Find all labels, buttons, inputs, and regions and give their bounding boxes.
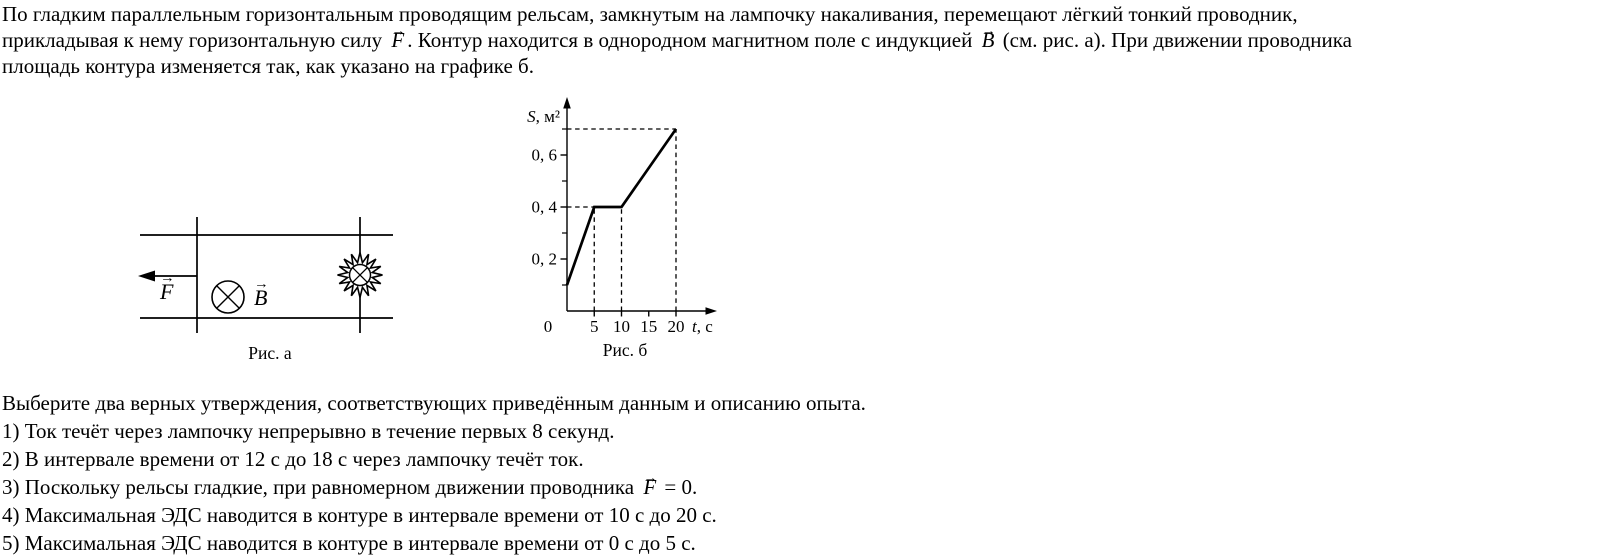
text-line: По гладким параллельным горизонтальным проводящим рельсам, замкнутым на лампочку накаливания, перемещают лёгкий тонкий проводник, <box>2 2 1298 26</box>
x-axis-arrow <box>706 307 718 315</box>
vector-symbol: F → <box>391 27 404 53</box>
x-tick-label: 5 <box>590 317 599 336</box>
figure-a-caption: Рис. а <box>248 343 292 363</box>
text-line: 3) Поскольку рельсы гладкие, при равномерном движении проводника F → = 0. <box>2 473 1598 501</box>
text-line: площадь контура изменяется так, как указано на графике б. <box>2 54 534 78</box>
question-block <box>2 389 1598 556</box>
x-axis-label: t, с <box>692 317 713 336</box>
x-tick-label: 15 <box>640 317 658 336</box>
y-tick-label: 0, 4 <box>531 197 557 217</box>
vector-symbol: B → <box>982 27 995 53</box>
text-line: 2) В интервале времени от 12 с до 18 с через лампочку течёт ток. <box>2 447 584 471</box>
y-axis-arrow <box>563 97 571 109</box>
x-tick-label: 0 <box>543 317 553 336</box>
text-line: прикладывая к нему горизонтальную силу F → . Контур находится в однородном магнитном поле с индукцией B → (см. рис. а). При движении проводника <box>2 27 1598 53</box>
force-vector-label: F → <box>160 279 173 305</box>
text-line: 5) Максимальная ЭДС наводится в контуре в интервале времени от 0 с до 5 с. <box>2 531 696 555</box>
y-tick-label: 0, 6 <box>531 145 557 165</box>
text-line: 1) Ток течёт через лампочку непрерывно в течение первых 8 секунд. <box>2 419 615 443</box>
text-line: Выберите два верных утверждения, соответствующих приведённым данным и описанию опыта. <box>2 391 866 415</box>
figure-b-caption: Рис. б <box>602 340 648 360</box>
problem-statement <box>2 1 1598 79</box>
force-arrow-head <box>138 271 155 282</box>
x-tick-label: 10 <box>613 317 630 336</box>
x-tick-label: 20 <box>667 317 685 336</box>
text-line: 4) Максимальная ЭДС наводится в контуре в интервале времени от 10 с до 20 с. <box>2 503 717 527</box>
figure-b-graph <box>470 95 726 345</box>
y-axis-label: S, м² <box>527 107 560 126</box>
y-tick-label: 0, 2 <box>531 249 557 269</box>
field-vector-label: B → <box>254 285 267 311</box>
vector-symbol: F → <box>643 473 656 501</box>
